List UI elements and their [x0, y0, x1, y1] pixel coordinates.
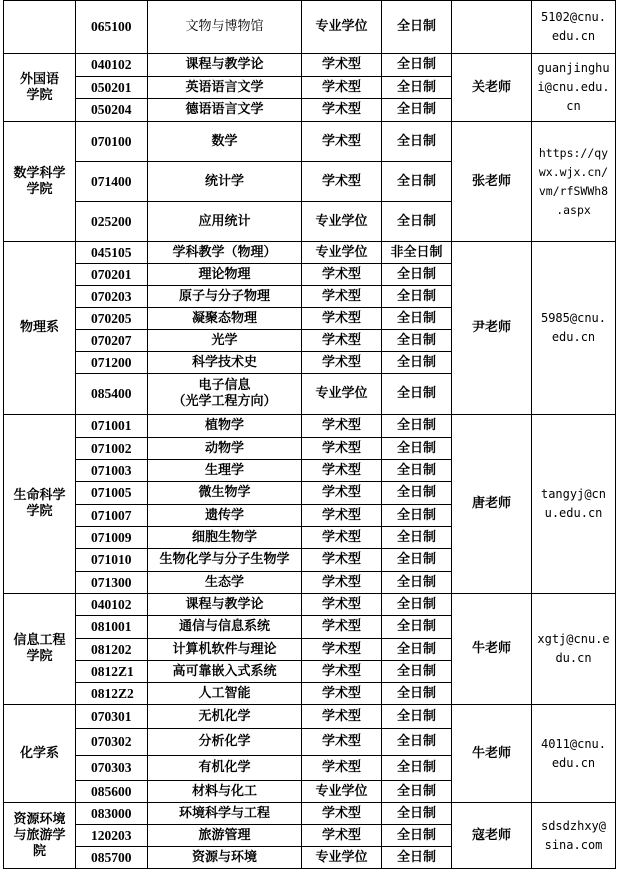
degree-type-cell: 专业学位: [302, 374, 382, 415]
degree-type-cell: 专业学位: [302, 202, 382, 242]
teacher-cell: 牛老师: [452, 594, 532, 705]
table-row: [4, 54, 616, 77]
contact-cell: [532, 415, 616, 594]
major-code-cell: 0812Z2: [76, 683, 148, 705]
degree-type-cell: 学术型: [302, 122, 382, 162]
major-code-cell: 071200: [76, 352, 148, 374]
major-name-cell: 生物化学与分子生物学: [148, 549, 302, 572]
study-mode-cell: 全日制: [382, 616, 452, 639]
admissions-table: [3, 0, 616, 869]
degree-type-cell: 学术型: [302, 803, 382, 825]
line: vm/rfSWWh8: [538, 183, 609, 198]
major-code-cell: 070301: [76, 705, 148, 729]
major-name-cell: 有机化学: [148, 756, 302, 781]
degree-type-cell: 学术型: [302, 639, 382, 661]
line: u.edu.cn: [544, 506, 603, 520]
major-name-cell: 课程与教学论: [148, 594, 302, 616]
major-name-cell: 英语语言文学: [148, 77, 302, 99]
line: 学院: [26, 649, 53, 664]
degree-type-cell: 专业学位: [302, 242, 382, 264]
major-code-cell: 070100: [76, 122, 148, 162]
teacher-cell: 唐老师: [452, 415, 532, 594]
contact-cell: [532, 594, 616, 705]
contact-cell: [532, 803, 616, 869]
major-name-cell: 理论物理: [148, 264, 302, 286]
study-mode-cell: 全日制: [382, 781, 452, 803]
teacher-cell: 尹老师: [452, 242, 532, 415]
major-code-cell: 070203: [76, 286, 148, 308]
degree-type-cell: 学术型: [302, 527, 382, 549]
major-code-cell: 120203: [76, 825, 148, 847]
line: 学院: [26, 504, 53, 519]
major-code-cell: 085700: [76, 847, 148, 869]
major-code-cell: 071010: [76, 549, 148, 572]
study-mode-cell: 全日制: [382, 847, 452, 869]
study-mode-cell: 全日制: [382, 308, 452, 330]
major-name-cell: 生态学: [148, 572, 302, 594]
major-name-cell: 计算机软件与理论: [148, 639, 302, 661]
major-code-cell: 071007: [76, 505, 148, 527]
line: du.cn: [555, 651, 592, 665]
degree-type-cell: 学术型: [302, 756, 382, 781]
contact-cell: [532, 242, 616, 415]
department-cell: [4, 415, 76, 594]
degree-type-cell: 学术型: [302, 438, 382, 460]
teacher-cell: [452, 1, 532, 54]
degree-type-cell: 学术型: [302, 77, 382, 99]
study-mode-cell: 全日制: [382, 352, 452, 374]
line: 数学科学: [13, 165, 66, 181]
major-name-cell: 生理学: [148, 460, 302, 482]
degree-type-cell: 学术型: [302, 308, 382, 330]
study-mode-cell: 全日制: [382, 1, 452, 54]
line: 信息工程: [13, 633, 66, 648]
teacher-cell: 牛老师: [452, 705, 532, 803]
major-name-cell: 原子与分子物理: [148, 286, 302, 308]
major-name-cell: [148, 374, 302, 415]
major-code-cell: 071400: [76, 162, 148, 202]
department-cell: [4, 1, 76, 54]
major-code-cell: 0812Z1: [76, 661, 148, 683]
table-row: [4, 122, 616, 162]
contact-cell[interactable]: [532, 122, 616, 242]
degree-type-cell: 学术型: [302, 729, 382, 756]
department-cell: [4, 242, 76, 415]
line: 化学系: [19, 745, 59, 761]
study-mode-cell: 全日制: [382, 202, 452, 242]
major-name-cell: 无机化学: [148, 705, 302, 729]
line: 电子信息: [198, 378, 251, 393]
major-code-cell: 070303: [76, 756, 148, 781]
major-code-cell: 071001: [76, 415, 148, 438]
degree-type-cell: 学术型: [302, 482, 382, 505]
major-name-cell: 微生物学: [148, 482, 302, 505]
study-mode-cell: 全日制: [382, 683, 452, 705]
study-mode-cell: 全日制: [382, 756, 452, 781]
study-mode-cell: 全日制: [382, 330, 452, 352]
line: edu.cn: [551, 330, 596, 344]
major-name-cell: 数学: [148, 122, 302, 162]
study-mode-cell: 全日制: [382, 549, 452, 572]
major-name-cell: 人工智能: [148, 683, 302, 705]
line: 资源环境: [13, 811, 66, 827]
major-code-cell: 070302: [76, 729, 148, 756]
major-name-cell: 分析化学: [148, 729, 302, 756]
major-code-cell: 071300: [76, 572, 148, 594]
line: 与旅游学: [13, 827, 66, 843]
line: sina.com: [544, 837, 603, 852]
major-code-cell: 025200: [76, 202, 148, 242]
table-row: [4, 803, 616, 825]
major-code-cell: 071005: [76, 482, 148, 505]
line: edu.cn: [551, 29, 596, 43]
degree-type-cell: 学术型: [302, 505, 382, 527]
line: https://qy: [538, 145, 609, 160]
major-name-cell: 旅游管理: [148, 825, 302, 847]
major-name-cell: 环境科学与工程: [148, 803, 302, 825]
line: 4011@cnu.: [540, 736, 607, 751]
degree-type-cell: 学术型: [302, 330, 382, 352]
major-name-cell: 光学: [148, 330, 302, 352]
major-code-cell: 071003: [76, 460, 148, 482]
degree-type-cell: 学术型: [302, 661, 382, 683]
department-cell: [4, 122, 76, 242]
major-code-cell: 071009: [76, 527, 148, 549]
study-mode-cell: 全日制: [382, 162, 452, 202]
teacher-cell: 寇老师: [452, 803, 532, 869]
department-cell: [4, 803, 76, 869]
degree-type-cell: 专业学位: [302, 1, 382, 54]
department-cell: [4, 705, 76, 803]
major-code-cell: 083000: [76, 803, 148, 825]
major-code-cell: 081202: [76, 639, 148, 661]
major-name-cell: 课程与教学论: [148, 54, 302, 77]
study-mode-cell: 全日制: [382, 438, 452, 460]
major-code-cell: 085600: [76, 781, 148, 803]
degree-type-cell: 学术型: [302, 705, 382, 729]
degree-type-cell: 学术型: [302, 825, 382, 847]
degree-type-cell: 学术型: [302, 594, 382, 616]
major-name-cell: 应用统计: [148, 202, 302, 242]
contact-cell: [532, 705, 616, 803]
major-name-cell: 学科教学（物理）: [148, 242, 302, 264]
line: cn: [566, 99, 581, 113]
table-row: [4, 242, 616, 264]
major-name-cell: 凝聚态物理: [148, 308, 302, 330]
major-name-cell: 资源与环境: [148, 847, 302, 869]
line: （光学工程方向）: [172, 394, 277, 409]
line: 外国语: [19, 71, 59, 87]
study-mode-cell: 全日制: [382, 505, 452, 527]
major-code-cell: 085400: [76, 374, 148, 415]
major-code-cell: 040102: [76, 594, 148, 616]
line: i@cnu.edu.: [537, 80, 610, 94]
table-row: [4, 594, 616, 616]
table-row: [4, 705, 616, 729]
study-mode-cell: 全日制: [382, 825, 452, 847]
study-mode-cell: 全日制: [382, 594, 452, 616]
teacher-cell: 张老师: [452, 122, 532, 242]
major-name-cell: 统计学: [148, 162, 302, 202]
major-code-cell: 070205: [76, 308, 148, 330]
study-mode-cell: 全日制: [382, 482, 452, 505]
study-mode-cell: 全日制: [382, 99, 452, 122]
study-mode-cell: 全日制: [382, 705, 452, 729]
major-code-cell: 070207: [76, 330, 148, 352]
degree-type-cell: 学术型: [302, 54, 382, 77]
degree-type-cell: 学术型: [302, 616, 382, 639]
degree-type-cell: 学术型: [302, 572, 382, 594]
line: .aspx: [556, 202, 591, 217]
study-mode-cell: 全日制: [382, 639, 452, 661]
line: xgtj@cnu.e: [537, 632, 610, 646]
major-name-cell: 植物学: [148, 415, 302, 438]
department-cell: [4, 54, 76, 122]
study-mode-cell: 全日制: [382, 527, 452, 549]
major-code-cell: 070201: [76, 264, 148, 286]
study-mode-cell: 全日制: [382, 77, 452, 99]
degree-type-cell: 学术型: [302, 286, 382, 308]
study-mode-cell: 全日制: [382, 374, 452, 415]
line: sdsdzhxy@: [540, 818, 607, 833]
major-name-cell: 材料与化工: [148, 781, 302, 803]
line: 5985@cnu.: [540, 311, 607, 325]
line: 5102@cnu.: [540, 10, 607, 24]
line: wx.wjx.cn/: [538, 164, 609, 179]
teacher-cell: 关老师: [452, 54, 532, 122]
study-mode-cell: 非全日制: [382, 242, 452, 264]
study-mode-cell: 全日制: [382, 415, 452, 438]
contact-cell: [532, 54, 616, 122]
line: 学院: [26, 87, 53, 103]
degree-type-cell: 学术型: [302, 415, 382, 438]
study-mode-cell: 全日制: [382, 460, 452, 482]
major-code-cell: 045105: [76, 242, 148, 264]
major-name-cell: 高可靠嵌入式系统: [148, 661, 302, 683]
major-code-cell: 081001: [76, 616, 148, 639]
line: 学院: [26, 181, 53, 197]
degree-type-cell: 学术型: [302, 162, 382, 202]
degree-type-cell: 学术型: [302, 264, 382, 286]
degree-type-cell: 学术型: [302, 460, 382, 482]
table-row: [4, 1, 616, 54]
table-row: [4, 415, 616, 438]
major-name-cell: 细胞生物学: [148, 527, 302, 549]
study-mode-cell: 全日制: [382, 264, 452, 286]
major-name-cell: 动物学: [148, 438, 302, 460]
study-mode-cell: 全日制: [382, 803, 452, 825]
major-name-cell: 通信与信息系统: [148, 616, 302, 639]
major-name-cell: 科学技术史: [148, 352, 302, 374]
major-name-cell: 文物与博物馆: [148, 1, 302, 54]
major-name-cell: 遗传学: [148, 505, 302, 527]
study-mode-cell: 全日制: [382, 122, 452, 162]
line: 生命科学: [13, 488, 66, 503]
study-mode-cell: 全日制: [382, 54, 452, 77]
line: 物理系: [19, 320, 59, 335]
degree-type-cell: 专业学位: [302, 847, 382, 869]
study-mode-cell: 全日制: [382, 286, 452, 308]
study-mode-cell: 全日制: [382, 729, 452, 756]
study-mode-cell: 全日制: [382, 661, 452, 683]
line: edu.cn: [551, 755, 596, 770]
contact-cell: [532, 1, 616, 54]
line: tangyj@cn: [540, 487, 607, 501]
major-code-cell: 040102: [76, 54, 148, 77]
major-code-cell: 050201: [76, 77, 148, 99]
major-code-cell: 071002: [76, 438, 148, 460]
line: guanjinghu: [537, 61, 610, 75]
line: 院: [32, 843, 46, 859]
degree-type-cell: 学术型: [302, 549, 382, 572]
major-code-cell: 065100: [76, 1, 148, 54]
degree-type-cell: 学术型: [302, 683, 382, 705]
study-mode-cell: 全日制: [382, 572, 452, 594]
major-name-cell: 德语语言文学: [148, 99, 302, 122]
degree-type-cell: 专业学位: [302, 781, 382, 803]
degree-type-cell: 学术型: [302, 99, 382, 122]
major-code-cell: 050204: [76, 99, 148, 122]
degree-type-cell: 学术型: [302, 352, 382, 374]
department-cell: [4, 594, 76, 705]
